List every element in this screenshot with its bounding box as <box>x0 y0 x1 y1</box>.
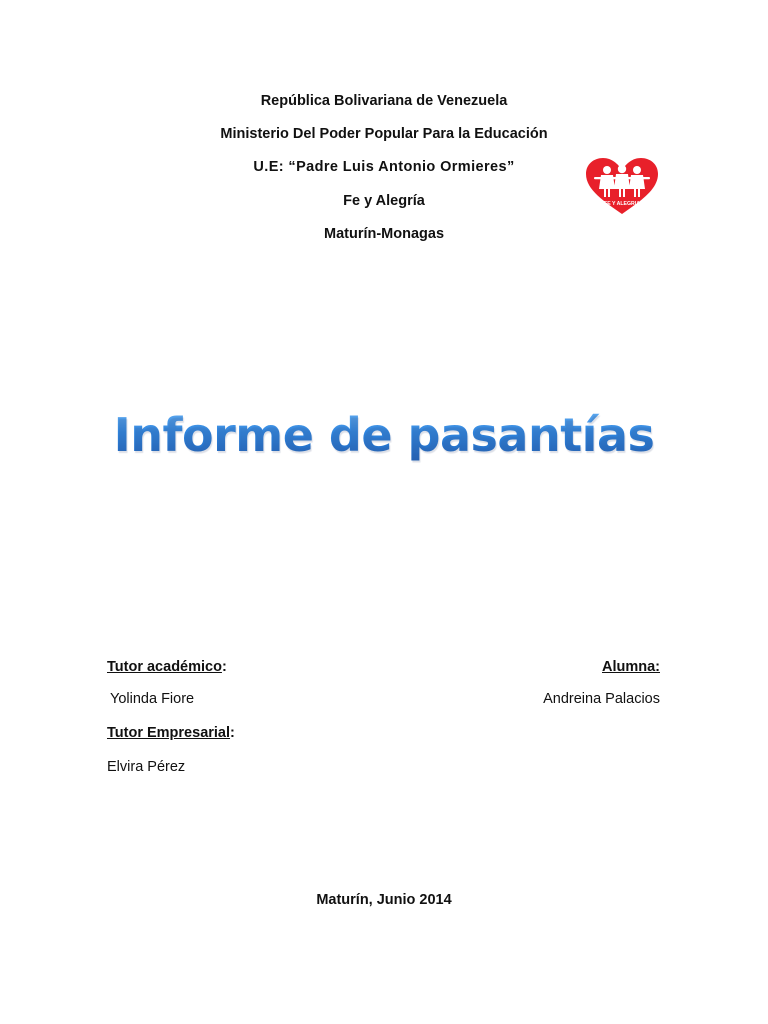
tutor-academico-label-text: Tutor académico <box>107 659 222 675</box>
logo-text: FE Y ALEGRIA <box>604 201 640 207</box>
header-location: Maturín-Monagas <box>323 226 445 242</box>
header-republic: República Bolivariana de Venezuela <box>260 93 508 109</box>
tutor-empresarial-colon: : <box>230 725 235 741</box>
tutor-empresarial-label-text: Tutor Empresarial <box>107 725 231 741</box>
document-title: Informe de pasantías <box>0 405 768 465</box>
tutor-empresarial-name: Elvira Pérez <box>107 759 186 775</box>
fe-y-alegria-logo-icon <box>583 156 661 216</box>
header-ministry: Ministerio Del Poder Popular Para la Educación <box>220 126 548 142</box>
alumna-name: Andreina Palacios <box>543 691 660 707</box>
alumna-label <box>602 658 660 676</box>
alumna-label-text: Alumna: <box>602 659 660 675</box>
footer-place-date: Maturín, Junio 2014 <box>316 892 452 908</box>
tutor-academico-colon: : <box>221 659 227 675</box>
tutor-academico-label <box>107 658 227 676</box>
header-organization: Fe y Alegría <box>343 193 425 209</box>
header-school: U.E: “Padre Luis Antonio Ormieres” <box>253 159 515 175</box>
tutor-empresarial-label <box>107 724 235 742</box>
tutor-academico-name: Yolinda Fiore <box>110 691 195 707</box>
